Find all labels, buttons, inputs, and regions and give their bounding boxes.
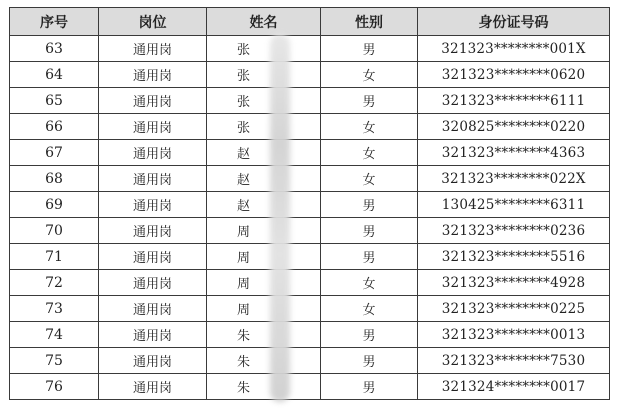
table-row bbox=[10, 114, 610, 140]
header-post: 岗位 bbox=[99, 8, 207, 36]
cell-id-number: 130425********6311 bbox=[418, 192, 610, 218]
cell-gender: 女 bbox=[321, 296, 418, 322]
cell-post: 通用岗 bbox=[99, 296, 207, 322]
table-row bbox=[10, 322, 610, 348]
cell-gender: 男 bbox=[321, 218, 418, 244]
cell-serial: 69 bbox=[10, 192, 99, 218]
cell-id-number: 321323********0620 bbox=[418, 62, 610, 88]
cell-serial: 68 bbox=[10, 166, 99, 192]
table-row bbox=[10, 270, 610, 296]
cell-serial: 75 bbox=[10, 348, 99, 374]
header-name: 姓名 bbox=[207, 8, 321, 36]
cell-post: 通用岗 bbox=[99, 270, 207, 296]
table-header bbox=[10, 8, 610, 36]
cell-id-number: 321323********0225 bbox=[418, 296, 610, 322]
cell-post: 通用岗 bbox=[99, 88, 207, 114]
cell-gender: 女 bbox=[321, 270, 418, 296]
cell-post: 通用岗 bbox=[99, 322, 207, 348]
cell-name: 张 bbox=[207, 114, 321, 140]
table-row bbox=[10, 218, 610, 244]
cell-gender: 女 bbox=[321, 140, 418, 166]
cell-post: 通用岗 bbox=[99, 140, 207, 166]
cell-post: 通用岗 bbox=[99, 36, 207, 62]
candidate-table bbox=[9, 7, 610, 400]
table-row bbox=[10, 244, 610, 270]
cell-serial: 71 bbox=[10, 244, 99, 270]
cell-serial: 76 bbox=[10, 374, 99, 400]
table-row bbox=[10, 192, 610, 218]
cell-name: 周 bbox=[207, 296, 321, 322]
cell-serial: 67 bbox=[10, 140, 99, 166]
cell-name: 朱 bbox=[207, 348, 321, 374]
cell-name: 张 bbox=[207, 36, 321, 62]
cell-gender: 男 bbox=[321, 244, 418, 270]
cell-name: 周 bbox=[207, 218, 321, 244]
cell-serial: 72 bbox=[10, 270, 99, 296]
cell-id-number: 321323********0236 bbox=[418, 218, 610, 244]
header-serial: 序号 bbox=[10, 8, 99, 36]
cell-serial: 66 bbox=[10, 114, 99, 140]
cell-post: 通用岗 bbox=[99, 348, 207, 374]
cell-gender: 男 bbox=[321, 348, 418, 374]
cell-post: 通用岗 bbox=[99, 62, 207, 88]
cell-id-number: 321324********0017 bbox=[418, 374, 610, 400]
table-row bbox=[10, 348, 610, 374]
cell-serial: 63 bbox=[10, 36, 99, 62]
cell-post: 通用岗 bbox=[99, 166, 207, 192]
cell-serial: 65 bbox=[10, 88, 99, 114]
cell-serial: 73 bbox=[10, 296, 99, 322]
cell-gender: 男 bbox=[321, 192, 418, 218]
cell-post: 通用岗 bbox=[99, 114, 207, 140]
cell-id-number: 321323********5516 bbox=[418, 244, 610, 270]
cell-gender: 女 bbox=[321, 62, 418, 88]
cell-gender: 女 bbox=[321, 114, 418, 140]
table-row bbox=[10, 36, 610, 62]
cell-gender: 女 bbox=[321, 166, 418, 192]
header-gender: 性别 bbox=[321, 8, 418, 36]
cell-id-number: 321323********001X bbox=[418, 36, 610, 62]
table-body bbox=[10, 36, 610, 400]
cell-serial: 64 bbox=[10, 62, 99, 88]
cell-post: 通用岗 bbox=[99, 244, 207, 270]
cell-serial: 74 bbox=[10, 322, 99, 348]
cell-name: 赵 bbox=[207, 192, 321, 218]
cell-name: 赵 bbox=[207, 140, 321, 166]
cell-name: 周 bbox=[207, 270, 321, 296]
cell-gender: 男 bbox=[321, 374, 418, 400]
table-row bbox=[10, 88, 610, 114]
cell-id-number: 320825********0220 bbox=[418, 114, 610, 140]
cell-post: 通用岗 bbox=[99, 192, 207, 218]
cell-gender: 男 bbox=[321, 36, 418, 62]
cell-gender: 男 bbox=[321, 322, 418, 348]
cell-id-number: 321323********4363 bbox=[418, 140, 610, 166]
table-row bbox=[10, 296, 610, 322]
table-row bbox=[10, 374, 610, 400]
cell-name: 张 bbox=[207, 88, 321, 114]
cell-name: 朱 bbox=[207, 322, 321, 348]
cell-id-number: 321323********0013 bbox=[418, 322, 610, 348]
header-id-number: 身份证号码 bbox=[418, 8, 610, 36]
cell-name: 朱 bbox=[207, 374, 321, 400]
name-redaction-blur bbox=[270, 34, 290, 402]
candidate-table-sheet bbox=[9, 7, 609, 400]
table-row bbox=[10, 140, 610, 166]
table-row bbox=[10, 62, 610, 88]
cell-id-number: 321323********7530 bbox=[418, 348, 610, 374]
cell-post: 通用岗 bbox=[99, 374, 207, 400]
cell-id-number: 321323********4928 bbox=[418, 270, 610, 296]
cell-id-number: 321323********022X bbox=[418, 166, 610, 192]
cell-name: 周 bbox=[207, 244, 321, 270]
table-row bbox=[10, 166, 610, 192]
cell-name: 赵 bbox=[207, 166, 321, 192]
cell-id-number: 321323********6111 bbox=[418, 88, 610, 114]
header-row bbox=[10, 8, 610, 36]
cell-post: 通用岗 bbox=[99, 218, 207, 244]
cell-serial: 70 bbox=[10, 218, 99, 244]
cell-name: 张 bbox=[207, 62, 321, 88]
cell-gender: 男 bbox=[321, 88, 418, 114]
